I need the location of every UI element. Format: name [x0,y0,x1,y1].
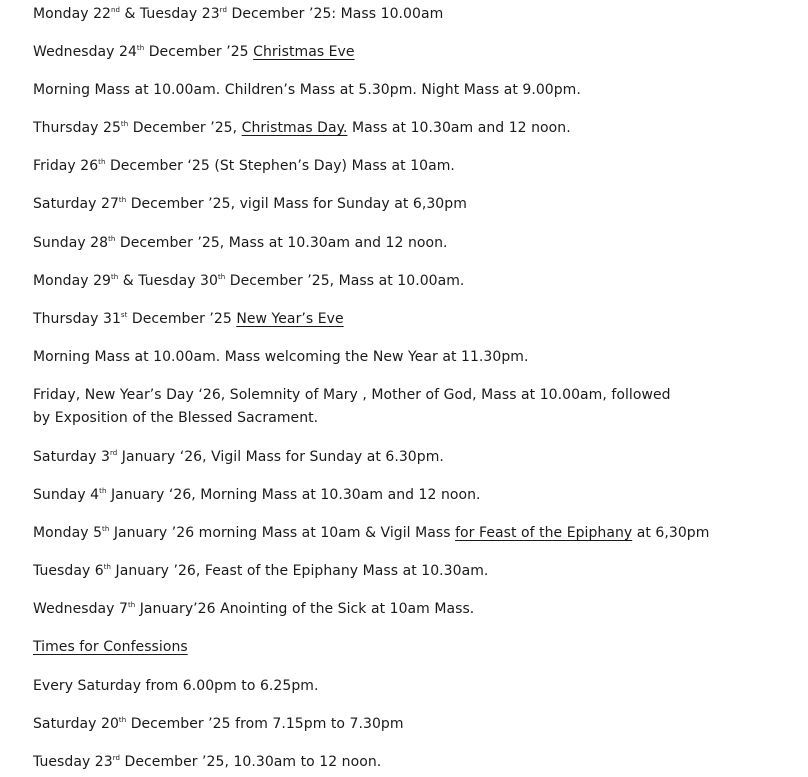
text: December ’25, Mass at 10.00am. [225,273,465,289]
text: Thursday 31 [33,311,121,327]
schedule-line-dec-26 [33,157,455,175]
schedule-line-new-years-day [33,384,683,430]
text: Thursday 25 [33,120,121,136]
underlined-heading-christmas-eve: Christmas Eve [253,44,355,60]
schedule-line-dec-31 [33,310,344,328]
text: January ’26, Feast of the Epiphany Mass at 10.30am. [111,563,489,579]
text: Monday 22 [33,6,111,22]
text: Monday 5 [33,525,103,541]
text: January ‘26, Morning Mass at 10.30am and 12 noon. [106,487,481,503]
schedule-line-dec-29-30 [33,272,464,290]
text: Sunday 28 [33,235,109,251]
schedule-line-dec-24 [33,43,355,61]
underlined-heading-christmas-day: Christmas Day. [241,120,348,136]
ordinal-suffix: rd [109,449,118,457]
ordinal-suffix: th [110,273,119,281]
text: Saturday 27 [33,196,119,212]
ordinal-suffix: rd [112,754,121,762]
ordinal-suffix: th [102,525,110,533]
text: Saturday 3 [33,449,110,465]
ordinal-suffix: th [120,120,129,128]
text: January ‘26, Vigil Mass for Sunday at 6.30pm. [117,449,444,465]
schedule-line-jan-4 [33,486,481,504]
schedule-line-dec-27 [33,195,467,213]
text: Every Saturday from 6.00pm to 6.25pm. [33,678,319,694]
confession-line-dec-23 [33,753,381,771]
text: at 6,30pm [632,525,710,541]
schedule-line-jan-7 [33,600,474,618]
text: Tuesday 6 [33,563,104,579]
text: Wednesday 24 [33,44,137,60]
text: & Tuesday 30 [118,273,218,289]
underlined-heading-times-for-confessions: Times for Confessions [33,639,188,655]
ordinal-suffix: st [120,311,128,319]
text: Morning Mass at 10.00am. Mass welcoming the New Year at 11.30pm. [33,349,529,365]
underlined-text-feast-of-epiphany: for Feast of the Epiphany [455,525,633,541]
ordinal-suffix: th [118,716,127,724]
text: December ‘25 (St Stephen’s Day) Mass at 10am. [105,158,455,174]
ordinal-suffix: rd [219,6,227,14]
text: December ’25 [144,44,254,60]
ordinal-suffix: th [136,44,145,52]
text: January ’26 morning Mass at 10am & Vigil Mass [109,525,456,541]
text: Tuesday 23 [33,754,113,770]
text: Morning Mass at 10.00am. Children’s Mass at 5.30pm. Night Mass at 9.00pm. [33,82,581,98]
text: Mass at 10.30am and 12 noon. [347,120,571,136]
ordinal-suffix: th [118,196,127,204]
text: December ’25, vigil Mass for Sunday at 6,30pm [126,196,467,212]
text: December ’25, 10.30am to 12 noon. [120,754,382,770]
underlined-heading-new-years-eve: New Year’s Eve [236,311,344,327]
text: December ’25: Mass 10.00am [226,6,444,22]
schedule-line-dec-28 [33,234,448,252]
text: January’26 Anointing of the Sick at 10am Mass. [135,601,475,617]
ordinal-suffix: th [127,601,136,609]
text: December ’25, Mass at 10.30am and 12 noon. [115,235,448,251]
schedule-line-jan-3 [33,448,444,466]
text: & Tuesday 23 [119,6,220,22]
confession-line-every-saturday [33,677,318,695]
text: Monday 29 [33,273,111,289]
confession-line-dec-20 [33,715,404,733]
schedule-line-new-years-eve-masses [33,348,528,366]
ordinal-suffix: nd [110,6,120,14]
schedule-line-dec-25 [33,119,571,137]
ordinal-suffix: th [99,487,107,495]
schedule-line-dec-22-23 [33,5,443,23]
ordinal-suffix: th [103,563,112,571]
ordinal-suffix: th [108,235,116,243]
confessions-heading [33,638,188,656]
text: December ’25 [127,311,237,327]
text: Sunday 4 [33,487,100,503]
text: Saturday 20 [33,716,119,732]
text: Wednesday 7 [33,601,128,617]
text: Friday, New Year’s Day ‘26, Solemnity of Mary , Mother of God, Mass at 10.00am, followed by Exposition of the Blessed Sacrament. [33,387,671,426]
text: December ’25 from 7.15pm to 7.30pm [126,716,404,732]
text: December ’25, [128,120,242,136]
text: Friday 26 [33,158,99,174]
ordinal-suffix: th [217,273,226,281]
schedule-line-jan-5 [33,524,709,542]
schedule-line-jan-6 [33,562,488,580]
schedule-line-christmas-eve-masses [33,81,581,99]
ordinal-suffix: th [98,158,106,166]
